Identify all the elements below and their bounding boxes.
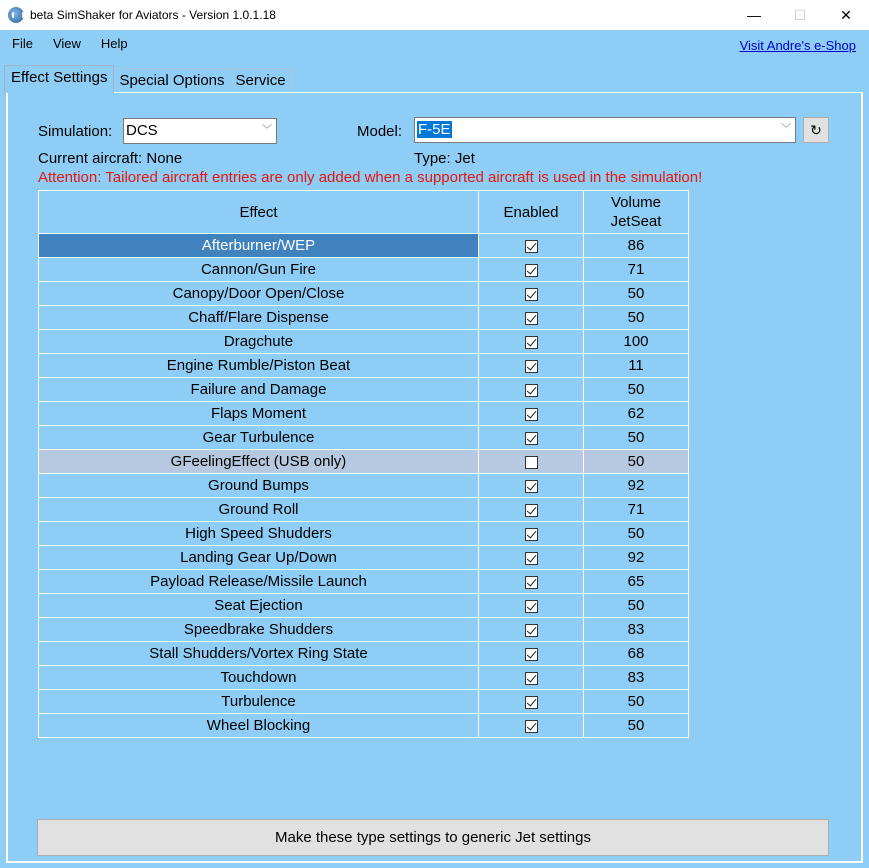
table-row[interactable] [39,330,689,354]
volume-cell[interactable]: 11 [584,354,689,378]
effect-cell[interactable]: Failure and Damage [39,378,479,402]
app-icon [8,7,24,23]
aircraft-type: Type: Jet [414,150,475,167]
effect-cell[interactable]: Payload Release/Missile Launch [39,570,479,594]
enabled-checkbox[interactable] [525,432,538,445]
table-row[interactable] [39,450,689,474]
table-row[interactable] [39,402,689,426]
menu-file[interactable]: File [12,36,33,51]
window-title: beta SimShaker for Aviators - Version 1.0.1.18 [30,8,276,22]
enabled-checkbox[interactable] [525,384,538,397]
enabled-cell [479,330,584,354]
effect-cell[interactable]: Afterburner/WEP [39,234,479,258]
chevron-down-icon: ﹀ [781,124,791,135]
enabled-checkbox[interactable] [525,528,538,541]
volume-cell[interactable]: 83 [584,666,689,690]
table-row[interactable] [39,666,689,690]
volume-cell[interactable]: 100 [584,330,689,354]
table-row[interactable] [39,522,689,546]
tab-special-options[interactable]: Special Options [113,68,230,93]
title-bar [0,0,869,30]
enabled-checkbox[interactable] [525,504,538,517]
effect-cell[interactable]: Wheel Blocking [39,714,479,738]
enabled-cell [479,618,584,642]
volume-cell[interactable]: 71 [584,258,689,282]
enabled-cell [479,402,584,426]
enabled-cell [479,258,584,282]
effect-cell[interactable]: Gear Turbulence [39,426,479,450]
volume-cell[interactable]: 50 [584,450,689,474]
refresh-icon: ↻ [810,121,822,138]
enabled-cell [479,426,584,450]
enabled-checkbox[interactable] [525,336,538,349]
header-volume-line1: Volume [610,194,662,211]
enabled-checkbox[interactable] [525,600,538,613]
effect-cell[interactable]: Landing Gear Up/Down [39,546,479,570]
enabled-checkbox[interactable] [525,552,538,565]
maximize-button: ☐ [793,6,807,23]
effect-cell[interactable]: Engine Rumble/Piston Beat [39,354,479,378]
enabled-checkbox[interactable] [525,672,538,685]
volume-cell[interactable]: 68 [584,642,689,666]
effect-cell[interactable]: Canopy/Door Open/Close [39,282,479,306]
enabled-cell [479,282,584,306]
table-row[interactable] [39,474,689,498]
effect-cell[interactable]: Ground Bumps [39,474,479,498]
enabled-checkbox[interactable] [525,576,538,589]
header-enabled[interactable]: Enabled [479,191,584,234]
effect-cell[interactable]: Seat Ejection [39,594,479,618]
effect-cell[interactable]: Turbulence [39,690,479,714]
menu-bar [0,30,869,58]
volume-cell[interactable]: 71 [584,498,689,522]
volume-cell[interactable]: 50 [584,714,689,738]
table-row[interactable] [39,570,689,594]
tab-service[interactable]: Service [230,68,292,93]
volume-cell[interactable]: 50 [584,282,689,306]
table-row[interactable] [39,354,689,378]
enabled-checkbox[interactable] [525,720,538,733]
eshop-link[interactable]: Visit Andre's e-Shop [739,38,856,53]
volume-cell[interactable]: 92 [584,546,689,570]
table-row[interactable] [39,234,689,258]
enabled-cell [479,450,584,474]
effect-cell[interactable]: Chaff/Flare Dispense [39,306,479,330]
effect-cell[interactable]: Dragchute [39,330,479,354]
enabled-cell [479,594,584,618]
simulation-label: Simulation: [38,123,113,140]
effect-cell[interactable]: High Speed Shudders [39,522,479,546]
volume-cell[interactable]: 50 [584,426,689,450]
table-row[interactable] [39,258,689,282]
header-effect[interactable]: Effect [39,191,479,234]
enabled-checkbox[interactable] [525,456,538,469]
table-row[interactable] [39,594,689,618]
effect-cell[interactable]: Ground Roll [39,498,479,522]
volume-cell[interactable]: 50 [584,306,689,330]
model-value: F-5E [418,121,451,138]
effect-cell[interactable]: Touchdown [39,666,479,690]
table-row[interactable] [39,690,689,714]
attention-message: Attention: Tailored aircraft entries are only added when a supported aircraft is used in the simulation! [38,169,703,186]
window-controls [731,0,869,30]
enabled-cell [479,474,584,498]
enabled-checkbox[interactable] [525,264,538,277]
table-row[interactable] [39,426,689,450]
enabled-cell [479,522,584,546]
volume-cell[interactable]: 50 [584,378,689,402]
table-row[interactable] [39,618,689,642]
menu-view[interactable]: View [52,36,81,51]
volume-cell[interactable]: 92 [584,474,689,498]
enabled-cell [479,690,584,714]
make-generic-settings-button[interactable]: Make these type settings to generic Jet settings [37,819,829,856]
refresh-button[interactable] [803,117,829,143]
effect-cell[interactable]: Speedbrake Shudders [39,618,479,642]
effect-cell[interactable]: Cannon/Gun Fire [39,258,479,282]
effect-cell[interactable]: Flaps Moment [39,402,479,426]
enabled-cell [479,306,584,330]
enabled-checkbox[interactable] [525,648,538,661]
enabled-checkbox[interactable] [525,624,538,637]
table-row[interactable] [39,498,689,522]
volume-cell[interactable]: 50 [584,522,689,546]
table-row[interactable] [39,378,689,402]
header-volume[interactable] [584,191,689,234]
tab-strip [4,66,291,93]
enabled-checkbox[interactable] [525,312,538,325]
enabled-checkbox[interactable] [525,240,538,253]
effect-cell[interactable]: GFeelingEffect (USB only) [39,450,479,474]
enabled-cell [479,666,584,690]
effects-table [38,190,689,738]
close-button[interactable]: ✕ [840,6,852,23]
enabled-cell [479,714,584,738]
table-row[interactable] [39,282,689,306]
model-label: Model: [357,123,403,140]
volume-cell[interactable]: 65 [584,570,689,594]
current-aircraft: Current aircraft: None [38,150,183,167]
table-row[interactable] [39,714,689,738]
effect-cell[interactable]: Stall Shudders/Vortex Ring State [39,642,479,666]
menu-help[interactable]: Help [100,36,128,51]
table-row[interactable] [39,306,689,330]
enabled-cell [479,546,584,570]
volume-cell[interactable]: 83 [584,618,689,642]
enabled-checkbox[interactable] [525,480,538,493]
volume-cell[interactable]: 86 [584,234,689,258]
tab-effect-settings[interactable]: Effect Settings [4,65,114,93]
table-header [39,191,689,234]
enabled-checkbox[interactable] [525,288,538,301]
enabled-checkbox[interactable] [525,360,538,373]
enabled-cell [479,378,584,402]
volume-cell[interactable]: 50 [584,594,689,618]
enabled-checkbox[interactable] [525,408,538,421]
enabled-cell [479,570,584,594]
volume-cell[interactable]: 50 [584,690,689,714]
minimize-button[interactable]: — [747,7,761,23]
chevron-down-icon: ﹀ [262,125,272,136]
enabled-cell [479,498,584,522]
volume-cell[interactable]: 62 [584,402,689,426]
table-row[interactable] [39,642,689,666]
table-row[interactable] [39,546,689,570]
header-volume-line2: JetSeat [610,213,662,230]
enabled-cell [479,642,584,666]
enabled-cell [479,234,584,258]
model-select[interactable] [414,117,796,143]
simulation-value: DCS [126,122,158,139]
enabled-cell [479,354,584,378]
simulation-select[interactable] [123,118,277,144]
enabled-checkbox[interactable] [525,696,538,709]
